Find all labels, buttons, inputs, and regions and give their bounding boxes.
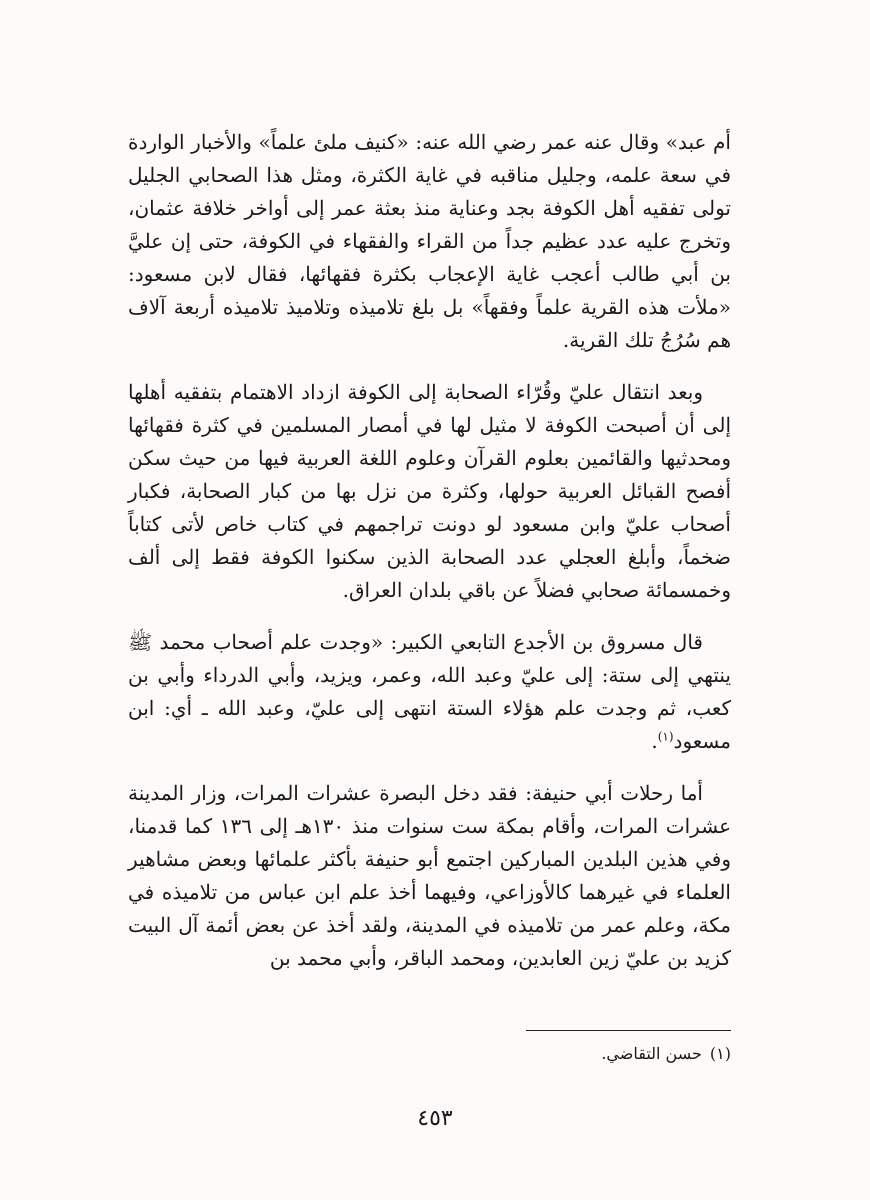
paragraph-1: أم عبد» وقال عنه عمر رضي الله عنه: «كنيف ملئ علماً» والأخبار الواردة في سعة علمه، وجليل مناقبه في غاية الكثرة، ومثل هذا الصحابي الجليل تولى تفقيه أهل الكوفة بجد وعناية منذ بعثة عمر إلى أواخر خلافة عثمان، وتخرج عليه عدد عظيم جداً من القراء والفقهاء في الكوفة، حتى إن عليَّ بن أبي طالب أعجب غاية الإعجاب بكثرة فقهائها، فقال لابن مسعود: «ملأت هذه القرية علماً وفقهاً» بل بلغ تلاميذه وتلاميذ تلاميذه أربعة آلاف هم سُرُجُ تلك القرية. xyxy=(128,130,731,352)
paragraph-2: وبعد انتقال عليّ وقُرّاء الصحابة إلى الكوفة ازداد الاهتمام بتفقيه أهلها إلى أن أصبحت الكوفة لا مثيل لها في أمصار المسلمين في كثرة فقهائها ومحدثيها والقائمين بعلوم القرآن وعلوم اللغة العربية فيها من حيث سكن أفصح القبائل العربية حولها، وكثرة من نزل بها من كبار الصحابة، فكبار أصحاب عليّ وابن مسعود لو دونت تراجمهم في كتاب خاص لأتى كتاباً ضخماً، وأبلغ العجلي عدد الصحابة الذين سكنوا الكوفة فقط إلى ألف وخمسمائة صحابي فضلاً عن باقي بلدان العراق. xyxy=(128,380,731,602)
paragraph-4: أما رحلات أبي حنيفة: فقد دخل البصرة عشرات المرات، وزار المدينة عشرات المرات، وأقام بمكة ست سنوات منذ ١٣٠هـ إلى ١٣٦ كما قدمنا، وفي هذين البلدين المباركين اجتمع أبو حنيفة بأكثر علمائها وبعض مشاهير العلماء في غيرهما كالأوزاعي، وفيهما أخذ علم ابن عباس من تلاميذه في مكة، وعلم عمر من تلاميذه في المدينة، ولقد أخذ عن بعض أئمة آل البيت كزيد بن عليّ زين العابدين، ومحمد الباقر، وأبي محمد بن xyxy=(128,781,731,970)
footnote-reference[interactable]: (١) xyxy=(657,729,674,744)
footnote-number: (١) xyxy=(709,1044,731,1063)
body-text xyxy=(128,126,731,994)
footnote xyxy=(128,1042,731,1066)
paragraph-3 xyxy=(128,626,731,758)
footnote-text: حسن التقاضي. xyxy=(601,1044,702,1063)
footnote-divider xyxy=(526,1030,731,1031)
page-number: ٤٥٣ xyxy=(417,1106,453,1131)
paragraph-3-tail: . xyxy=(651,729,658,753)
paragraph-3-text: قال مسروق بن الأجدع التابعي الكبير: «وجدت علم أصحاب محمد ﷺ ينتهي إلى ستة: إلى عليّ وعبد الله، وعمر، ويزيد، وأبي الدرداء وأبي بن كعب، ثم وجدت علم هؤلاء الستة انتهى إلى عليّ، وعبد الله ـ أي: ابن مسعود xyxy=(128,630,731,753)
